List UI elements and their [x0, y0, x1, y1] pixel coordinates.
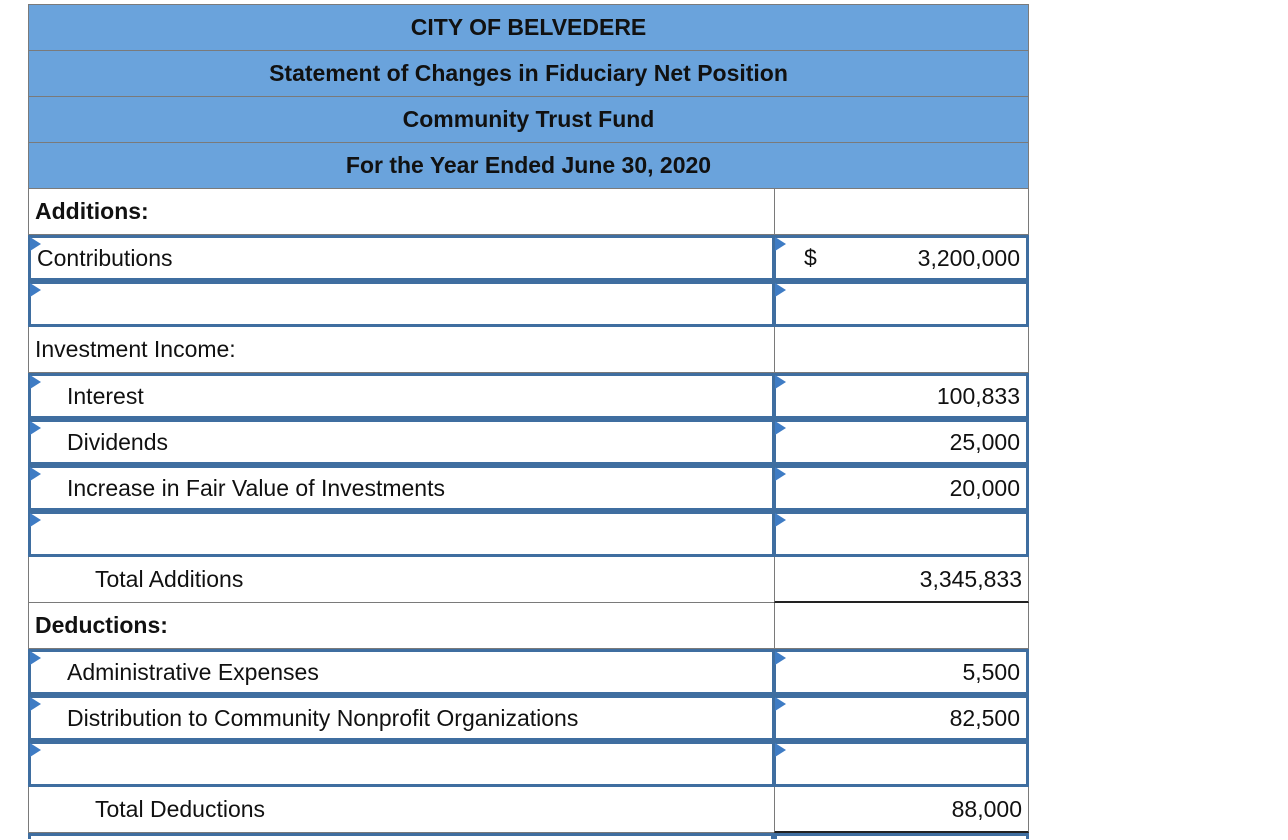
dropdown-marker-icon — [775, 421, 786, 435]
admin-expenses-value-input[interactable] — [774, 649, 1029, 695]
distribution-value-input[interactable] — [774, 695, 1029, 741]
contributions-label: Contributions — [37, 244, 173, 271]
fiduciary-statement — [28, 4, 1029, 839]
distribution-label-input[interactable] — [28, 695, 774, 741]
dropdown-marker-icon — [775, 237, 786, 251]
blank-additions-row-2 — [28, 511, 1029, 557]
interest-row — [28, 373, 1029, 419]
dividends-row — [28, 419, 1029, 465]
dropdown-marker-icon — [775, 467, 786, 481]
contributions-label-input[interactable] — [28, 235, 774, 281]
distribution-label: Distribution to Community Nonprofit Organizations — [67, 704, 579, 731]
investment-heading: Investment Income: — [28, 327, 774, 373]
total-deductions-row — [28, 787, 1029, 833]
deductions-heading-value — [774, 603, 1029, 649]
dropdown-marker-icon — [30, 237, 41, 251]
dropdown-marker-icon — [30, 513, 41, 527]
period-title: For the Year Ended June 30, 2020 — [28, 143, 1029, 189]
investment-heading-row — [28, 327, 1029, 373]
blank-label-input[interactable] — [28, 511, 774, 557]
dropdown-marker-icon — [30, 467, 41, 481]
dropdown-marker-icon — [30, 743, 41, 757]
entity-title: CITY OF BELVEDERE — [28, 4, 1029, 51]
blank-value-input[interactable] — [774, 511, 1029, 557]
dividends-value-input[interactable] — [774, 419, 1029, 465]
currency-symbol: $ — [804, 244, 817, 271]
dividends-label: Dividends — [67, 428, 168, 455]
fair-value-label: Increase in Fair Value of Investments — [67, 474, 445, 501]
admin-expenses-label-input[interactable] — [28, 649, 774, 695]
dropdown-marker-icon — [775, 513, 786, 527]
additions-heading: Additions: — [28, 189, 774, 235]
additions-heading-row — [28, 189, 1029, 235]
admin-expenses-row — [28, 649, 1029, 695]
next-row-partial — [28, 833, 1029, 839]
blank-value-input[interactable] — [774, 281, 1029, 327]
blank-label-input[interactable] — [28, 741, 774, 787]
blank-label-input[interactable] — [28, 281, 774, 327]
fair-value-row — [28, 465, 1029, 511]
dropdown-marker-icon — [30, 651, 41, 665]
dropdown-marker-icon — [775, 697, 786, 711]
fair-value-value-input[interactable] — [774, 465, 1029, 511]
admin-expenses-label: Administrative Expenses — [67, 658, 319, 685]
blank-deductions-row — [28, 741, 1029, 787]
distribution-value: 82,500 — [949, 704, 1020, 731]
interest-label: Interest — [67, 382, 144, 409]
dropdown-marker-icon — [775, 375, 786, 389]
statement-title: Statement of Changes in Fiduciary Net Position — [28, 51, 1029, 97]
dropdown-marker-icon — [30, 375, 41, 389]
additions-heading-value — [774, 189, 1029, 235]
fair-value-label-input[interactable] — [28, 465, 774, 511]
investment-heading-value — [774, 327, 1029, 373]
total-deductions-value: 88,000 — [774, 787, 1029, 833]
next-row-value-input[interactable] — [774, 833, 1029, 839]
contributions-row — [28, 235, 1029, 281]
total-deductions-label: Total Deductions — [28, 787, 774, 833]
dividends-value: 25,000 — [949, 428, 1020, 455]
dropdown-marker-icon — [30, 421, 41, 435]
dropdown-marker-icon — [775, 743, 786, 757]
interest-value: 100,833 — [936, 382, 1020, 409]
fund-title: Community Trust Fund — [28, 97, 1029, 143]
contributions-value: 3,200,000 — [917, 244, 1020, 271]
distribution-row — [28, 695, 1029, 741]
total-additions-row — [28, 557, 1029, 603]
admin-expenses-value: 5,500 — [962, 658, 1020, 685]
interest-label-input[interactable] — [28, 373, 774, 419]
dropdown-marker-icon — [30, 697, 41, 711]
dropdown-marker-icon — [30, 283, 41, 297]
total-additions-value: 3,345,833 — [774, 557, 1029, 603]
dropdown-marker-icon — [775, 651, 786, 665]
total-additions-label: Total Additions — [28, 557, 774, 603]
fair-value-value: 20,000 — [949, 474, 1020, 501]
deductions-heading-row — [28, 603, 1029, 649]
dividends-label-input[interactable] — [28, 419, 774, 465]
interest-value-input[interactable] — [774, 373, 1029, 419]
blank-additions-row-1 — [28, 281, 1029, 327]
next-row-label-input[interactable] — [28, 833, 774, 839]
dropdown-marker-icon — [775, 283, 786, 297]
deductions-heading: Deductions: — [28, 603, 774, 649]
blank-value-input[interactable] — [774, 741, 1029, 787]
contributions-value-input[interactable] — [774, 235, 1029, 281]
